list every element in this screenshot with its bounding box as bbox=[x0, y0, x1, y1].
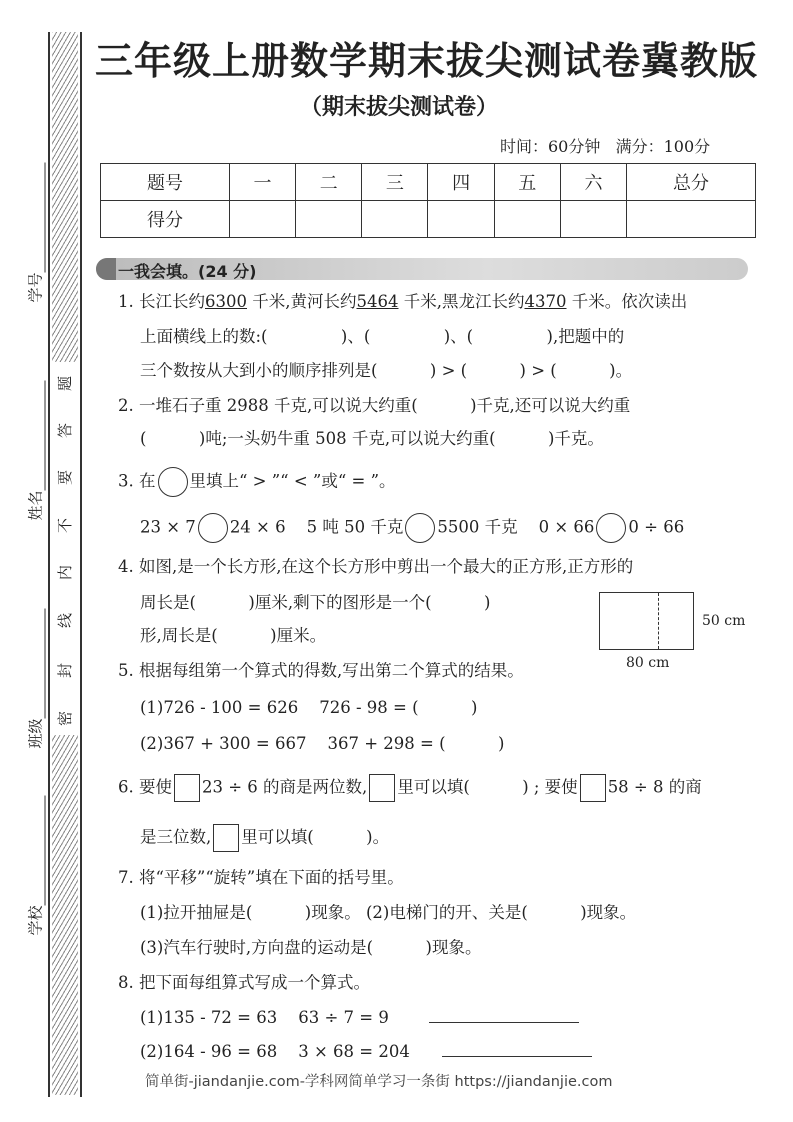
seal-text: 内 bbox=[56, 564, 75, 581]
table-row bbox=[101, 201, 756, 238]
score-cell[interactable] bbox=[428, 201, 494, 238]
table-header: 题号 bbox=[101, 164, 230, 201]
page-title: 三年级上册数学期末拔尖测试卷冀教版 bbox=[95, 39, 759, 83]
circle-blank-icon bbox=[158, 467, 188, 497]
text: 千米。依次读出 bbox=[566, 292, 688, 311]
footer-watermark: 简单街-jiandanjie.com-学科网简单学习一条街 https://jiandanjie.com bbox=[145, 1074, 613, 1090]
score-cell[interactable] bbox=[229, 201, 295, 238]
text: 24 × 6 bbox=[229, 517, 286, 537]
margin-line-inner bbox=[80, 32, 82, 1097]
table-header: 三 bbox=[362, 164, 428, 201]
score-cell[interactable] bbox=[362, 201, 428, 238]
q3-compare-row bbox=[140, 513, 684, 543]
text: 3. 在 bbox=[118, 471, 156, 491]
seal-text: 题 bbox=[56, 375, 75, 392]
q6-line1 bbox=[118, 774, 702, 802]
q8-part1 bbox=[140, 1006, 579, 1030]
q5-part1: (1)726 - 100 = 626 726 - 98 = ( ) bbox=[140, 698, 478, 717]
square-blank-input[interactable] bbox=[580, 774, 606, 802]
section-number-marker bbox=[96, 258, 116, 280]
student-id-field[interactable] bbox=[25, 162, 46, 302]
text: 58 ÷ 8 的商 bbox=[607, 777, 702, 797]
section-title bbox=[118, 259, 256, 282]
square-blank-icon bbox=[213, 824, 239, 852]
text: 里可以填( ) ; 要使 bbox=[397, 777, 578, 797]
score-cell[interactable] bbox=[296, 201, 362, 238]
text: 千米,黄河长约 bbox=[247, 292, 357, 311]
seal-text: 密 bbox=[56, 710, 75, 727]
text: 是三位数, bbox=[140, 827, 212, 847]
section-header bbox=[96, 258, 748, 280]
class-label: 班级 bbox=[26, 718, 45, 749]
q1-line3: 三个数按从大到小的顺序排列是( ) > ( ) > ( )。 bbox=[140, 361, 633, 380]
answer-line-input[interactable] bbox=[442, 1056, 592, 1057]
seal-text: 答 bbox=[56, 422, 75, 439]
text: 5 吨 50 千克 bbox=[306, 517, 404, 537]
text: 5500 千克 bbox=[437, 517, 518, 537]
square-blank-icon bbox=[369, 774, 395, 802]
q2-line1: 2. 一堆石子重 2988 千克,可以说大约重( )千克,还可以说大约重 bbox=[118, 396, 631, 415]
q7-line2: (1)拉开抽屉是( )现象。 (2)电梯门的开、关是( )现象。 bbox=[140, 903, 637, 922]
q8-line1: 8. 把下面每组算式写成一个算式。 bbox=[118, 973, 370, 992]
text: 0 × 66 bbox=[538, 517, 595, 537]
row-label: 得分 bbox=[101, 201, 230, 238]
table-header: 六 bbox=[560, 164, 626, 201]
q4-line1: 4. 如图,是一个长方形,在这个长方形中剪出一个最大的正方形,正方形的 bbox=[118, 557, 634, 576]
school-field[interactable] bbox=[25, 795, 46, 935]
class-field[interactable] bbox=[25, 608, 46, 748]
rectangle-figure bbox=[599, 592, 694, 650]
school-label: 学校 bbox=[26, 905, 45, 936]
text: (2)164 - 96 = 68 3 × 68 = 204 bbox=[140, 1042, 410, 1061]
margin-line-outer bbox=[48, 32, 50, 1097]
section-number: 一 bbox=[118, 262, 135, 281]
rect-width-label: 80 cm bbox=[626, 655, 670, 671]
q1-line2: 上面横线上的数:( )、( )、( ),把题中的 bbox=[140, 327, 625, 346]
square-blank-input[interactable] bbox=[174, 774, 200, 802]
q2-line2: ( )吨;一头奶牛重 508 千克,可以说大约重( )千克。 bbox=[140, 429, 604, 448]
student-id-label: 学号 bbox=[26, 272, 45, 303]
score-table bbox=[100, 163, 756, 238]
seal-text: 封 bbox=[56, 662, 75, 679]
text: (1)135 - 72 = 63 63 ÷ 7 = 9 bbox=[140, 1008, 389, 1027]
q4-line3: 形,周长是( )厘米。 bbox=[140, 626, 327, 645]
margin-hatch-top bbox=[52, 32, 78, 362]
text: 6. 要使 bbox=[118, 777, 172, 797]
text: 里可以填( )。 bbox=[241, 827, 390, 847]
name-label: 姓名 bbox=[26, 490, 45, 521]
q7-line1: 7. 将“平移”“旋转”填在下面的括号里。 bbox=[118, 868, 404, 887]
table-header: 四 bbox=[428, 164, 494, 201]
q5-part2: (2)367 + 300 = 667 367 + 298 = ( ) bbox=[140, 734, 505, 753]
q5-line1: 5. 根据每组第一个算式的得数,写出第二个算式的结果。 bbox=[118, 661, 524, 680]
seal-text: 要 bbox=[56, 469, 75, 486]
underlined-number: 6300 bbox=[205, 292, 247, 311]
text: 1. 长江长约 bbox=[118, 292, 205, 311]
seal-text: 不 bbox=[56, 517, 75, 534]
q8-part2 bbox=[140, 1040, 592, 1064]
table-header: 总分 bbox=[627, 164, 756, 201]
text: 23 ÷ 6 的商是两位数, bbox=[202, 777, 368, 797]
compare-circle-input[interactable] bbox=[596, 513, 626, 543]
name-field[interactable] bbox=[25, 380, 46, 520]
page-subtitle: （期末拔尖测试卷） bbox=[300, 95, 499, 120]
rect-height-label: 50 cm bbox=[702, 613, 746, 629]
score-cell[interactable] bbox=[560, 201, 626, 238]
q1-line1 bbox=[118, 290, 687, 314]
q4-line2: 周长是( )厘米,剩下的图形是一个( ) bbox=[140, 593, 491, 612]
table-row bbox=[101, 164, 756, 201]
table-header: 五 bbox=[494, 164, 560, 201]
section-title-text: 我会填。(24 分) bbox=[134, 262, 257, 281]
square-cut-dashed-line bbox=[658, 593, 659, 649]
margin-hatch-bottom bbox=[52, 735, 78, 1095]
answer-line-input[interactable] bbox=[429, 1022, 579, 1023]
compare-circle-input[interactable] bbox=[405, 513, 435, 543]
text: 23 × 7 bbox=[140, 517, 196, 537]
text: 里填上“ > ”“ < ”或“ = ”。 bbox=[189, 471, 396, 491]
underlined-number: 4370 bbox=[524, 292, 567, 311]
table-header: 二 bbox=[296, 164, 362, 201]
underlined-number: 5464 bbox=[356, 292, 399, 311]
q6-line2 bbox=[140, 824, 389, 852]
q7-line3: (3)汽车行驶时,方向盘的运动是( )现象。 bbox=[140, 938, 482, 957]
seal-text: 线 bbox=[56, 612, 75, 629]
compare-circle-input[interactable] bbox=[198, 513, 228, 543]
text: 0 ÷ 66 bbox=[628, 517, 685, 537]
score-cell[interactable] bbox=[494, 201, 560, 238]
q3-line1 bbox=[118, 467, 396, 497]
exam-meta: 时间：60分钟 满分：100分 bbox=[500, 137, 711, 156]
table-header: 一 bbox=[229, 164, 295, 201]
score-cell[interactable] bbox=[627, 201, 756, 238]
text: 千米,黑龙江长约 bbox=[398, 292, 525, 311]
